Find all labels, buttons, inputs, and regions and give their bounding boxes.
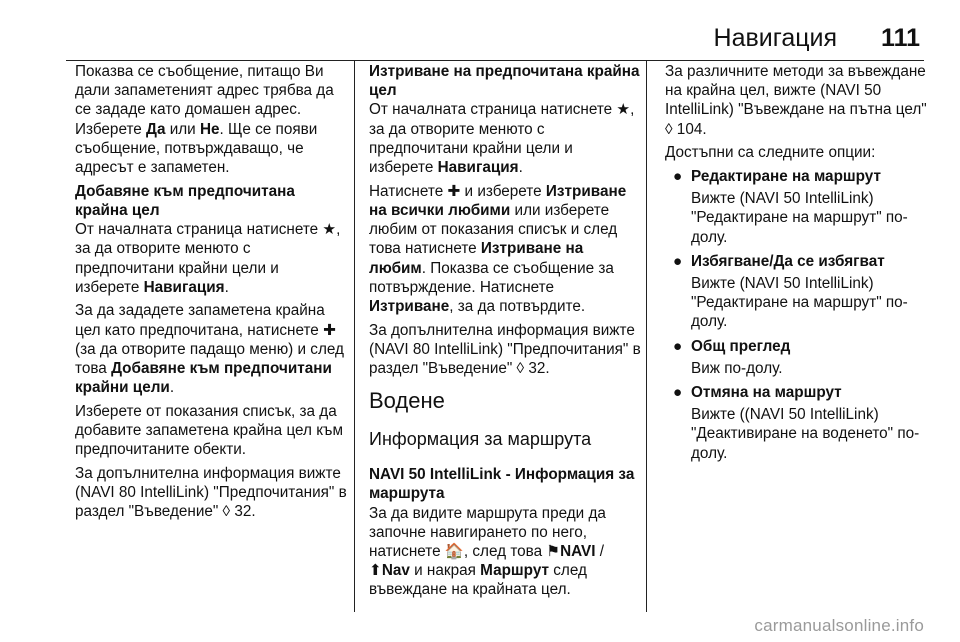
watermark: carmanualsonline.info	[754, 616, 924, 635]
option-text: Вижте (NAVI 50 IntelliLink) "Редактиране на маршрут" по-долу.	[691, 275, 908, 331]
paragraph: За допълнителна информация вижте (NAVI 80 IntelliLink) "Предпочитания" в раздел "Въведение" ◊ 32.	[75, 465, 347, 521]
paragraph: За да зададете запаметена крайна цел като предпочитана, натиснете ✚ (за да отворите падащо меню) и след това Добавяне към предпочитани крайни цели.	[75, 302, 344, 397]
header-rule	[66, 60, 924, 61]
column-divider-1	[354, 60, 355, 612]
paragraph: Показва се съобщение, питащо Ви дали запаметеният адрес трябва да се зададе като домашен адрес. Изберете Да или Не. Ще се появи съобщение, потвърждаващо, че адресът е запаметен.	[75, 63, 334, 177]
option-title: Избягване/Да се избягват	[691, 252, 885, 270]
section-title: Водене	[369, 388, 445, 414]
bullet-icon: ●	[673, 337, 683, 355]
column-1	[75, 62, 347, 526]
page-header	[714, 24, 920, 58]
page-number: 111	[881, 24, 920, 52]
paragraph: От началната страница натиснете ★, за да отворите менюто с предпочитани крайни цели и изберете Навигация.	[369, 101, 635, 177]
paragraph: Изберете от показания списък, за да добавите запаметена крайна цел към предпочитаните обекти.	[75, 402, 343, 459]
paragraph: Достъпни са следните опции:	[665, 144, 876, 162]
list-item	[665, 167, 937, 247]
paragraph: От началната страница натиснете ★, за да отворите менюто с предпочитани крайни цели и изберете Навигация.	[75, 221, 341, 296]
list-item	[665, 252, 937, 332]
paragraph: За допълнителна информация вижте (NAVI 80 IntelliLink) "Предпочитания" в раздел "Въведение" ◊ 32.	[369, 321, 641, 378]
subheading: Изтриване на предпочитана крайна цел	[369, 63, 640, 100]
bullet-icon: ●	[673, 168, 683, 186]
subheading: Добавяне към предпочитана крайна цел	[75, 182, 295, 219]
options-list	[665, 167, 937, 463]
list-item	[665, 337, 937, 378]
column-divider-2	[646, 60, 647, 612]
option-title: Редактиране на маршрут	[691, 168, 881, 186]
paragraph: За различните методи за въвеждане на крайна цел, вижте (NAVI 50 IntelliLink) "Въвеждане на пътна цел" ◊ 104.	[665, 63, 927, 138]
column-3	[665, 62, 937, 468]
option-title: Общ преглед	[691, 337, 791, 355]
option-text: Вижте (NAVI 50 IntelliLink) "Редактиране на маршрут" по-долу.	[691, 190, 908, 246]
subheading: NAVI 50 IntelliLink - Информация за маршрута	[369, 466, 635, 503]
list-item	[665, 383, 937, 463]
page-title: Навигация	[713, 24, 838, 52]
bullet-icon: ●	[673, 252, 683, 270]
column-2	[369, 62, 641, 604]
bullet-icon: ●	[673, 384, 683, 402]
option-text: Виж по-долу.	[691, 359, 783, 377]
paragraph: Натиснете ✚ и изберете Изтриване на всички любими или изберете любим от показания списък и след това натиснете Изтриване на любим. Показва се съобщение за потвърждение. Натиснете Изтриване, за да потвърдите.	[369, 182, 627, 315]
option-text: Вижте ((NAVI 50 IntelliLink) "Деактивиране на воденето" по-долу.	[691, 406, 920, 462]
paragraph: За да видите маршрута преди да започне навигирането по него, натиснете 🏠, след това ⚑NAVI / ⬆Nav и накрая Маршрут след въвеждане на крайната цел.	[369, 504, 606, 599]
subsection-title: Информация за маршрута	[369, 429, 592, 450]
option-title: Отмяна на маршрут	[691, 384, 842, 402]
